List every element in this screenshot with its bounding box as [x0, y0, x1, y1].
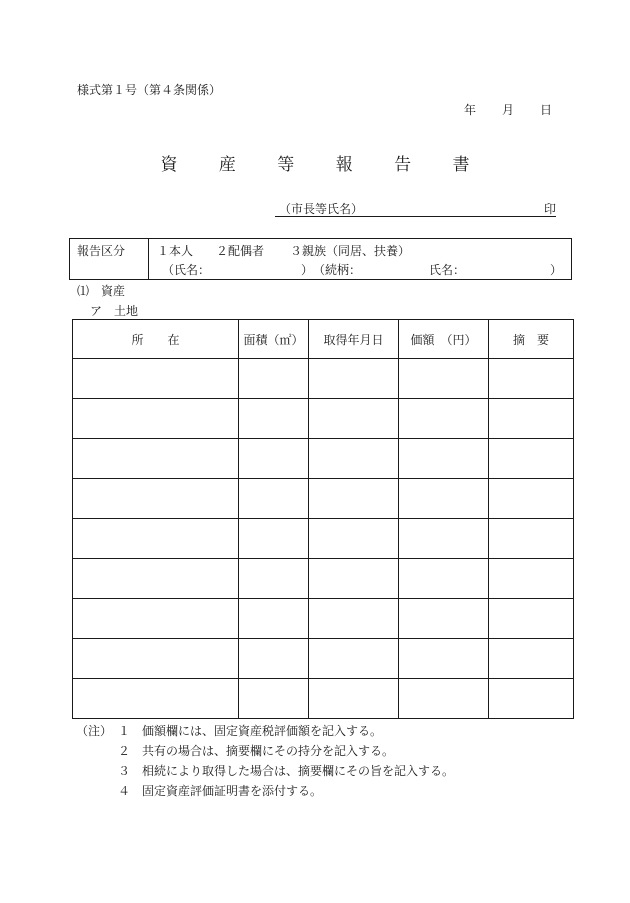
table-cell[interactable]: [73, 679, 239, 719]
note-text: 価額欄には、固定資産税評価額を記入する。: [142, 724, 383, 738]
table-cell[interactable]: [73, 399, 239, 439]
note-number: ２: [118, 744, 131, 758]
relative-name-label: 氏名：: [429, 263, 466, 277]
table-cell[interactable]: [239, 679, 309, 719]
table-header-row: [73, 320, 574, 359]
note-text: 共有の場合は、摘要欄にその持分を記入する。: [142, 744, 395, 758]
header-value: 価額 （円）: [399, 320, 489, 359]
table-cell[interactable]: [73, 599, 239, 639]
form-number: 様式第１号（第４条関係）: [77, 83, 222, 97]
table-row: [73, 479, 574, 519]
note-number: ３: [118, 764, 131, 778]
year-label: 年: [463, 103, 476, 117]
table-cell[interactable]: [399, 479, 489, 519]
note-number: ４: [118, 784, 131, 798]
table-cell[interactable]: [239, 359, 309, 399]
name-label: （氏名：: [162, 263, 211, 277]
table-cell[interactable]: [489, 359, 574, 399]
table-cell[interactable]: [73, 359, 239, 399]
header-remarks: 摘 要: [489, 320, 574, 359]
table-cell[interactable]: [489, 399, 574, 439]
table-row: [73, 599, 574, 639]
table-cell[interactable]: [399, 679, 489, 719]
table-cell[interactable]: [309, 639, 399, 679]
table-cell[interactable]: [489, 599, 574, 639]
table-cell[interactable]: [239, 599, 309, 639]
table-cell[interactable]: [309, 359, 399, 399]
table-cell[interactable]: [73, 479, 239, 519]
table-row: [73, 639, 574, 679]
notes-prefix: （注）: [76, 724, 113, 738]
land-table: [72, 319, 574, 719]
option-relative[interactable]: ３親族（同居、扶養）: [290, 244, 411, 258]
table-row: [73, 519, 574, 559]
header-location: 所 在: [73, 320, 239, 359]
table-cell[interactable]: [239, 639, 309, 679]
table-cell[interactable]: [239, 479, 309, 519]
table-cell[interactable]: [73, 639, 239, 679]
month-label: 月: [501, 103, 514, 117]
table-cell[interactable]: [73, 519, 239, 559]
notes-block: [76, 722, 556, 802]
table-cell[interactable]: [73, 559, 239, 599]
header-area: 面積（㎡）: [239, 320, 309, 359]
table-row: [73, 559, 574, 599]
seal-mark: 印: [543, 202, 556, 216]
note-number: １: [118, 724, 131, 738]
table-cell[interactable]: [309, 479, 399, 519]
table-cell[interactable]: [309, 399, 399, 439]
table-cell[interactable]: [239, 439, 309, 479]
document-title: 資 産 等 報 告 書: [160, 155, 488, 175]
table-cell[interactable]: [399, 399, 489, 439]
section-heading-assets: ⑴ 資産: [77, 284, 126, 298]
relation-label: （続柄：: [313, 263, 362, 277]
option-self[interactable]: １本人: [157, 244, 194, 258]
subsection-heading-land: ア 土地: [90, 304, 139, 318]
table-cell[interactable]: [489, 679, 574, 719]
table-cell[interactable]: [399, 439, 489, 479]
table-cell[interactable]: [399, 519, 489, 559]
table-cell[interactable]: [489, 479, 574, 519]
table-cell[interactable]: [309, 679, 399, 719]
name-close: ）: [301, 263, 314, 277]
table-cell[interactable]: [399, 359, 489, 399]
table-cell[interactable]: [399, 639, 489, 679]
table-cell[interactable]: [73, 439, 239, 479]
mayor-name-field[interactable]: [275, 200, 556, 217]
mayor-name-label: （市長等氏名）: [279, 202, 364, 216]
table-cell[interactable]: [489, 439, 574, 479]
table-cell[interactable]: [239, 399, 309, 439]
date-field: [464, 101, 552, 118]
table-row: [73, 439, 574, 479]
report-category-label-cell: [70, 239, 149, 279]
table-row: [73, 679, 574, 719]
table-row: [73, 359, 574, 399]
table-cell[interactable]: [239, 519, 309, 559]
table-cell[interactable]: [309, 599, 399, 639]
header-acquisition-date: 取得年月日: [309, 320, 399, 359]
table-cell[interactable]: [489, 519, 574, 559]
option-spouse[interactable]: ２配偶者: [216, 244, 265, 258]
day-label: 日: [539, 103, 552, 117]
table-cell[interactable]: [489, 559, 574, 599]
relative-name-close: ）: [550, 263, 563, 277]
table-row: [73, 399, 574, 439]
table-cell[interactable]: [309, 439, 399, 479]
table-cell[interactable]: [239, 559, 309, 599]
table-cell[interactable]: [399, 559, 489, 599]
table-cell[interactable]: [399, 599, 489, 639]
report-category-label: 報告区分: [77, 244, 126, 258]
note-text: 相続により取得した場合は、摘要欄にその旨を記入する。: [142, 764, 455, 778]
note-text: 固定資産評価証明書を添付する。: [142, 784, 323, 798]
report-category-box: [69, 238, 572, 280]
table-cell[interactable]: [309, 559, 399, 599]
table-cell[interactable]: [489, 639, 574, 679]
table-cell[interactable]: [309, 519, 399, 559]
